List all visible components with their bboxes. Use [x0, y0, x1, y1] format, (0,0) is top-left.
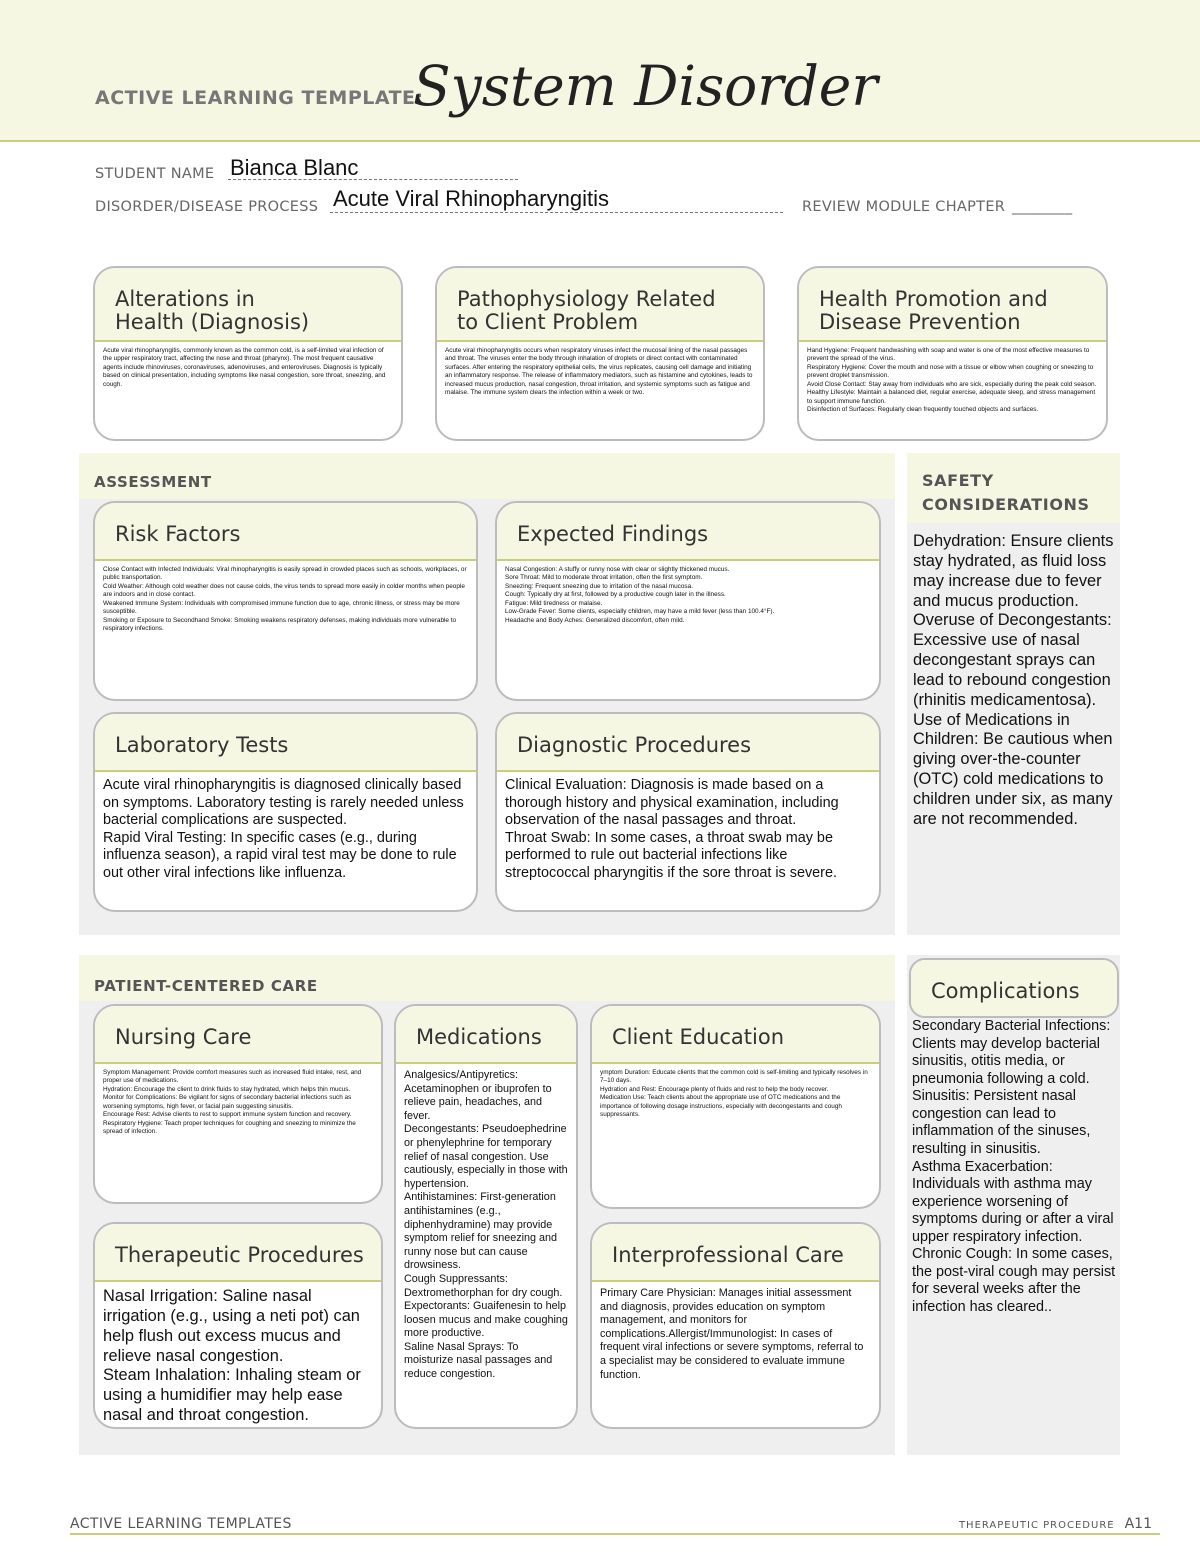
- lab-tests-body: Acute viral rhinopharyngitis is diagnosed clinically based on symptoms. Laboratory testing is rarely needed unless bacterial complications are suspected. Rapid Viral Testing: In specific cases (e.g., during influenza season), a rapid viral test may be done to rule out other viral infections like influenza.: [103, 777, 464, 881]
- risk-factors-body: Close Contact with Infected Individuals: Viral rhinopharyngitis is easily spread in crowded places such as schools, workplaces, or public transportation. Cold Weather: Although cold weather does not cause colds, the virus tends to spread more easily in colder months when people are indoors and in close contact. Weakened Immune System: Individuals with compromised immune function due to age, chronic illness, or stress may be more susceptible. Smoking or Exposure to Secondhand Smoke: Smoking weakens respiratory defenses, making individuals more vulnerable to respiratory infections.: [103, 566, 467, 633]
- footer-page-info: [959, 1516, 1152, 1532]
- patient-care-title: PATIENT-CENTERED CARE: [94, 977, 318, 995]
- medications-title: Medications: [396, 1006, 576, 1064]
- alterations-body: Acute viral rhinopharyngitis, commonly known as the common cold, is a self-limited viral infection of the upper respiratory tract, affecting the nose and throat (pharynx). The most frequent causative agents include rhinoviruses, coronaviruses, adenoviruses, and enteroviruses. Diagnosis is typically based on clinical presentation, including symptoms like nasal congestion, sore throat, sneezing, and cough.: [103, 347, 386, 388]
- disorder-value: Acute Viral Rhinopharyngitis: [333, 186, 609, 211]
- safety-body: Dehydration: Ensure clients stay hydrated, as fluid loss may increase due to fever and mucus production. Overuse of Decongestants: Excessive use of nasal decongestant sprays can lead to rebound congestion (rhinitis medicamentosa). Use of Medications in Children: Be cautious when giving over-the-counter (OTC) cold medications to children under six, as many are not recommended.: [913, 532, 1114, 828]
- client-education-body: ymptom Duration: Educate clients that the common cold is self-limiting and typically resolves in 7–10 days. Hydration and Rest: Encourage plenty of fluids and rest to help the body recover. Medication Use: Teach clients about the appropriate use of OTC medications and the importance of following dosage instructions, especially with decongestants and cough suppressants.: [600, 1069, 868, 1119]
- review-module-label: REVIEW MODULE CHAPTER: [802, 199, 1006, 215]
- therapeutic-procedures-title: Therapeutic Procedures: [95, 1224, 381, 1282]
- complications-header-card: [909, 958, 1119, 1018]
- review-module-value: ________: [1012, 199, 1073, 215]
- health-promotion-body: Hand Hygiene: Frequent handwashing with soap and water is one of the most effective measures to prevent the spread of the virus. Respiratory Hygiene: Cover the mouth and nose with a tissue or elbow when coughing or sneezing to prevent droplet transmission. Avoid Close Contact: Stay away from individuals who are sick, especially during the peak cold season. Healthy Lifestyle: Maintain a balanced diet, regular exercise, adequate sleep, and stress management to support immune function. Disinfection of Surfaces: Regularly clean frequently touched objects and surfaces.: [807, 347, 1097, 414]
- interprofessional-care-body: Primary Care Physician: Manages initial assessment and diagnosis, provides education on symptom management, and monitors for complications.Allergist/Immunologist: In cases of frequent viral infections or severe symptoms, referral to a specialist may be considered to evaluate immune function.: [600, 1287, 864, 1381]
- complications-title: Complications: [911, 960, 1117, 1018]
- risk-factors-title: Risk Factors: [95, 503, 476, 561]
- complications-body: Secondary Bacterial Infections: Clients may develop bacterial sinusitis, otitis media, or pneumonia following a cold. Sinusitis: Persistent nasal congestion can lead to inflammation of the sinuses, resulting in sinusitis. Asthma Exacerbation: Individuals with asthma may experience worsening of symptoms during or after a viral upper respiratory infection. Chronic Cough: In some cases, the post-viral cough may persist for several weeks after the infection has cleared..: [912, 1018, 1116, 1315]
- footer-divider: [70, 1533, 1160, 1535]
- page-title: System Disorder: [413, 54, 878, 118]
- client-education-card: [590, 1004, 881, 1209]
- nursing-care-body: Symptom Management: Provide comfort measures such as increased fluid intake, rest, and proper use of medications. Hydration: Encourage the client to drink fluids to stay hydrated, which helps thin mucus. Monitor for Complications: Be vigilant for signs of secondary bacterial infections such as worsening symptoms, high fever, or facial pain suggesting sinusitis. Encourage Rest: Advise clients to rest to support immune system function and recovery. Respiratory Hygiene: Teach proper techniques for coughing and sneezing to minimize the spread of infection.: [103, 1069, 362, 1136]
- health-promotion-card: [797, 266, 1108, 441]
- alterations-title: Alterations in Health (Diagnosis): [95, 268, 401, 342]
- footer-page-number: A11: [1124, 1516, 1152, 1532]
- nursing-care-card: [93, 1004, 383, 1204]
- diagnostic-procedures-title: Diagnostic Procedures: [497, 714, 879, 772]
- therapeutic-procedures-body: Nasal Irrigation: Saline nasal irrigation (e.g., using a neti pot) can help flush out excess mucus and relieve nasal congestion. Steam Inhalation: Inhaling steam or using a humidifier may help ease nasal and throat congestion.: [103, 1287, 361, 1425]
- lab-tests-card: [93, 712, 478, 912]
- footer-procedure: THERAPEUTIC PROCEDURE: [958, 1520, 1115, 1531]
- pathophysiology-title: Pathophysiology Related to Client Problem: [437, 268, 763, 342]
- pathophysiology-body: Acute viral rhinopharyngitis occurs when respiratory viruses infect the mucosal lining of the nasal passages and throat. The viruses enter the body through inhalation of droplets or direct contact with contaminated surfaces. After entering the respiratory epithelial cells, the virus replicates, causing cell damage and initiating an inflammatory response. The release of inflammatory mediators, such as histamine and cytokines, leads to increased mucus production, nasal congestion, throat irritation, and systemic symptoms such as fatigue and malaise. The immune system clears the infection within a week or two.: [445, 347, 753, 397]
- header-divider: [0, 140, 1200, 142]
- medications-body: Analgesics/Antipyretics: Acetaminophen or ibuprofen to relieve pain, headaches, and fever. Decongestants: Pseudoephedrine or phenylephrine for temporary relief of nasal congestion. Use cautiously, especially in those with hypertension. Antihistamines: First-generation antihistamines (e.g., diphenhydramine) may provide symptom relief for sneezing and runny nose but can cause drowsiness. Cough Suppressants: Dextromethorphan for dry cough. Expectorants: Guaifenesin to help loosen mucus and make coughing more productive. Saline Nasal Sprays: To moisturize nasal passages and reduce congestion.: [404, 1069, 568, 1381]
- nursing-care-title: Nursing Care: [95, 1006, 381, 1064]
- alterations-card: [93, 266, 403, 441]
- safety-title: SAFETY CONSIDERATIONS: [922, 471, 1090, 514]
- expected-findings-body: Nasal Congestion: A stuffy or runny nose with clear or slightly thickened mucus. Sore Throat: Mild to moderate throat irritation, often the first symptom. Sneezing: Frequent sneezing due to irritation of the nasal mucosa. Cough: Typically dry at first, followed by a productive cough later in the illness. Fatigue: Mild tiredness or malaise. Low-Grade Fever: Some clients, especially children, may have a mild fever (less than 100.4°F). Headache and Body Aches: Generalized discomfort, often mild.: [505, 566, 775, 624]
- interprofessional-care-title: Interprofessional Care: [592, 1224, 879, 1282]
- student-name-underline: [228, 178, 518, 180]
- assessment-title: ASSESSMENT: [94, 473, 212, 491]
- pathophysiology-card: [435, 266, 765, 441]
- medications-card: [394, 1004, 578, 1429]
- student-name-value: Bianca Blanc: [230, 155, 359, 180]
- template-label: ACTIVE LEARNING TEMPLATE:: [95, 87, 424, 109]
- diagnostic-procedures-body: Clinical Evaluation: Diagnosis is made based on a thorough history and physical examination, including observation of the nasal passages and throat. Throat Swab: In some cases, a throat swab may be performed to rule out bacterial infections like streptococcal pharyngitis if the sore throat is severe.: [505, 777, 839, 881]
- expected-findings-title: Expected Findings: [497, 503, 879, 561]
- interprofessional-care-card: [590, 1222, 881, 1429]
- client-education-title: Client Education: [592, 1006, 879, 1064]
- lab-tests-title: Laboratory Tests: [95, 714, 476, 772]
- footer-label: ACTIVE LEARNING TEMPLATES: [70, 1516, 292, 1532]
- risk-factors-card: [93, 501, 478, 701]
- student-name-label: STUDENT NAME: [95, 166, 215, 182]
- expected-findings-card: [495, 501, 881, 701]
- disorder-underline: [330, 211, 783, 213]
- health-promotion-title: Health Promotion and Disease Prevention: [799, 268, 1106, 342]
- therapeutic-procedures-card: [93, 1222, 383, 1429]
- disorder-label: DISORDER/DISEASE PROCESS: [95, 199, 319, 215]
- diagnostic-procedures-card: [495, 712, 881, 912]
